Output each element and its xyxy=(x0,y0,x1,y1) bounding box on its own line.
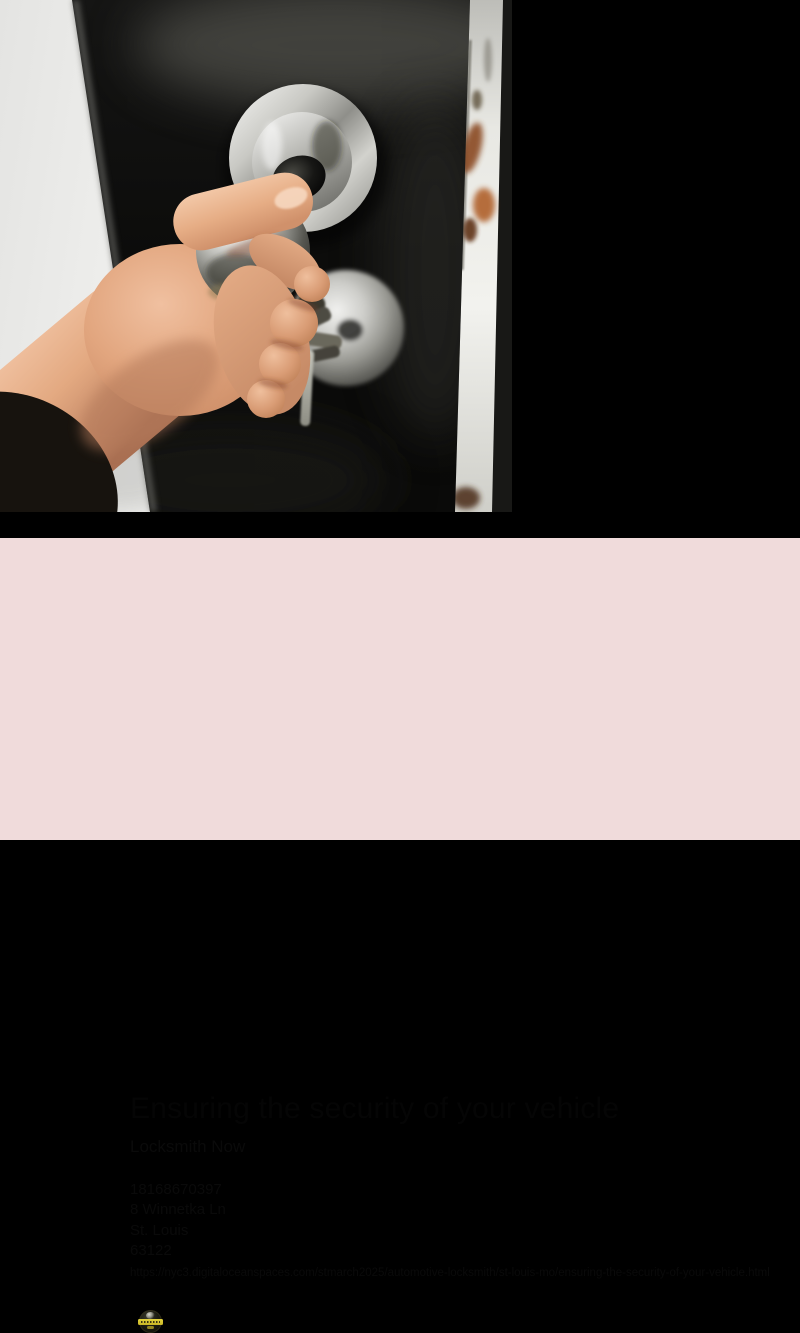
hero-photo xyxy=(0,0,512,512)
logo-emblem-icon xyxy=(146,1312,155,1319)
locksmith-badge-logo xyxy=(139,1310,162,1333)
page-url: https://nyc3.digitaloceanspaces.com/stmarch2025/automotive-locksmith/st-louis-mo/ensuring-the-security-of-your-vehicle.html xyxy=(130,1267,770,1279)
phone-number: 18168670397 xyxy=(130,1181,222,1198)
zip-code: 63122 xyxy=(130,1242,172,1260)
contact-block xyxy=(130,1180,226,1262)
logo-ribbon-accent xyxy=(147,1326,154,1329)
hero-section xyxy=(0,0,800,538)
index-knuckle xyxy=(294,266,330,302)
page-title: Ensuring the security of your vehicle xyxy=(130,1092,620,1125)
city: St. Louis xyxy=(130,1221,189,1239)
business-name: Locksmith Now xyxy=(130,1137,246,1156)
street-address: 8 Winnetka Ln xyxy=(130,1201,226,1219)
info-panel xyxy=(0,538,800,1279)
logo-ribbon xyxy=(138,1319,163,1325)
